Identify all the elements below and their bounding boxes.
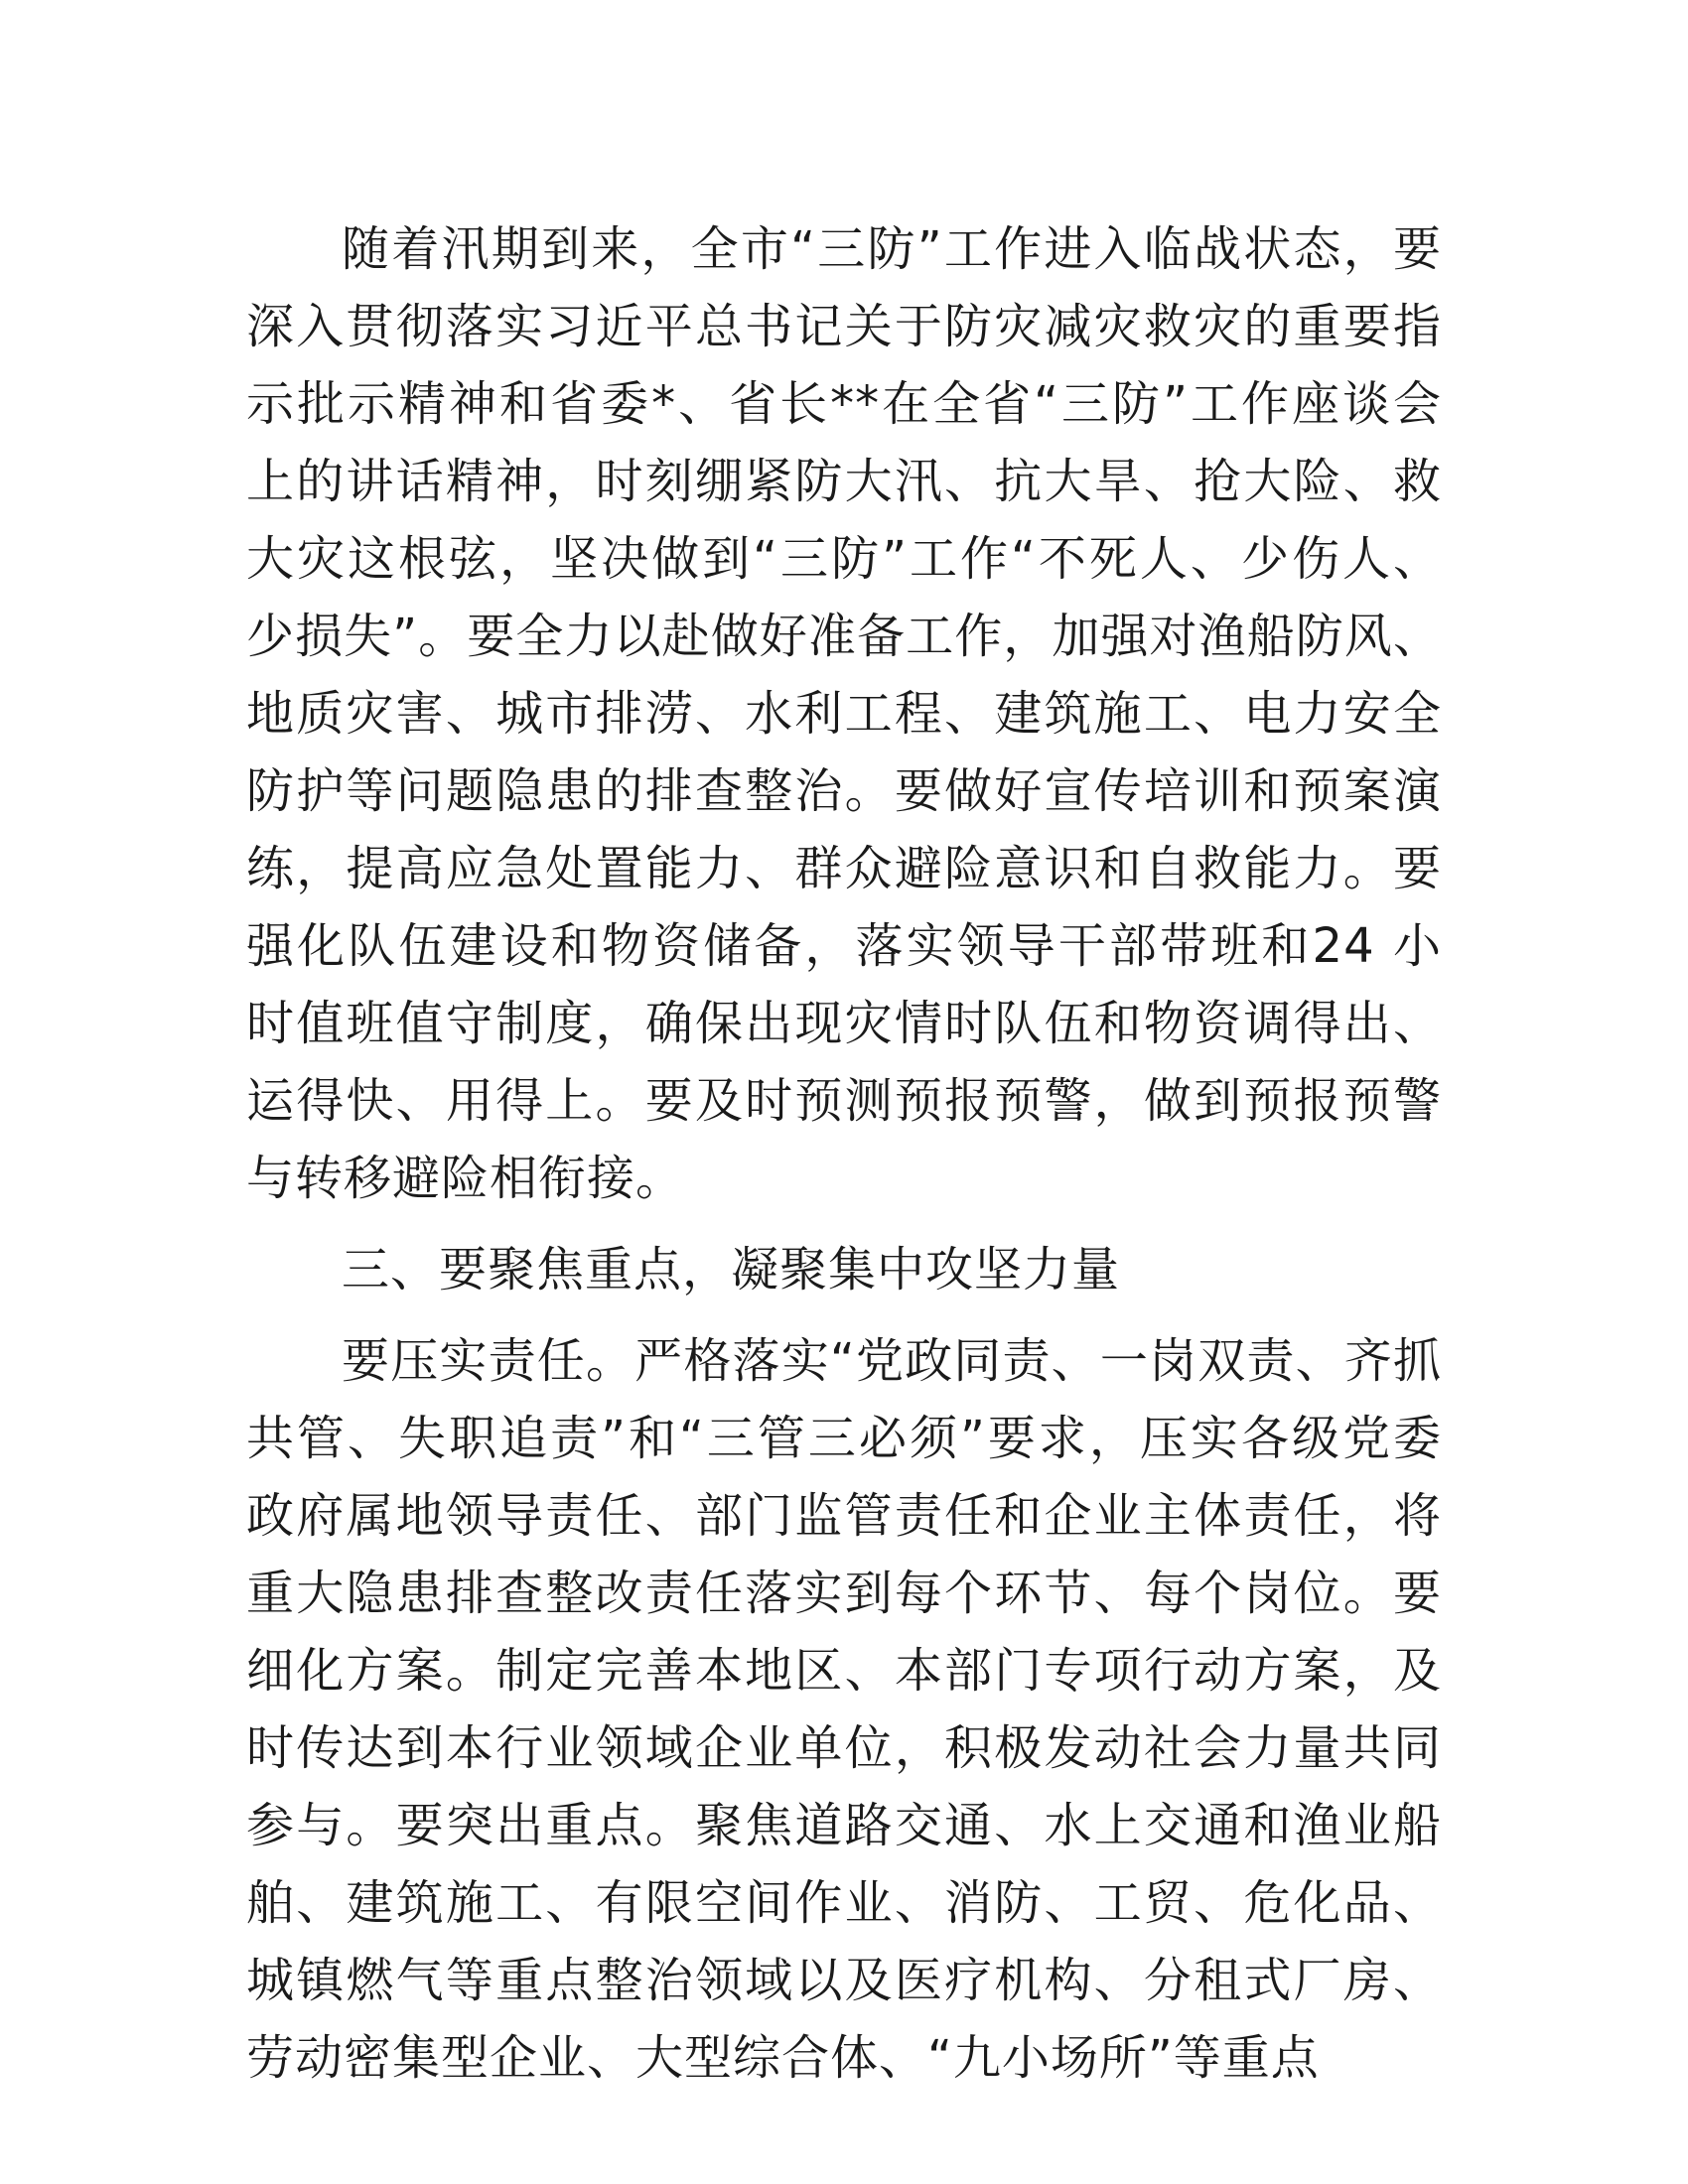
paragraph-responsibility: 要压实责任。严格落实“党政同责、一岗双责、齐抓共管、失职追责”和“三管三必须”要求，压实各级党委政府属地领导责任、部门监管责任和企业主体责任，将重大隐患排查整改责任落实到每个环节、每个岗位。要细化方案。制定完善本地区、本部门专项行动方案，及时传达到本行业领域企业单位，积极发动社会力量共同参与。要突出重点。聚焦道路交通、水上交通和渔业船舶、建筑施工、有限空间作业、消防、工贸、危化品、城镇燃气等重点整治领域以及医疗机构、分租式厂房、劳动密集型企业、大型综合体、“九小场所”等重点 xyxy=(246,1333,1442,2086)
document-body xyxy=(246,210,1442,2097)
paragraph-gap xyxy=(246,1217,1442,1231)
paragraph-flood-season: 随着汛期到来，全市“三防”工作进入临战状态，要深入贯彻落实习近平总书记关于防灾减灾救灾的重要指示批示精神和省委*、省长**在全省“三防”工作座谈会上的讲话精神，时刻绷紧防大汛、抗大旱、抢大险、救大灾这根弦，坚决做到“三防”工作“不死人、少伤人、少损失”。要全力以赴做好准备工作，加强对渔船防风、地质灾害、城市排涝、水利工程、建筑施工、电力安全防护等问题隐患的排查整治。要做好宣传培训和预案演练，提高应急处置能力、群众避险意识和自救能力。要强化队伍建设和物资储备，落实领导干部带班和24 小时值班值守制度，确保出现灾情时队伍和物资调得出、运得快、用得上。要及时预测预报预警，做到预报预警与转移避险相衔接。 xyxy=(246,221,1442,1206)
section-heading: 三、要聚焦重点，凝聚集中攻坚力量 xyxy=(342,1242,1121,1297)
paragraph-gap xyxy=(246,1308,1442,1322)
